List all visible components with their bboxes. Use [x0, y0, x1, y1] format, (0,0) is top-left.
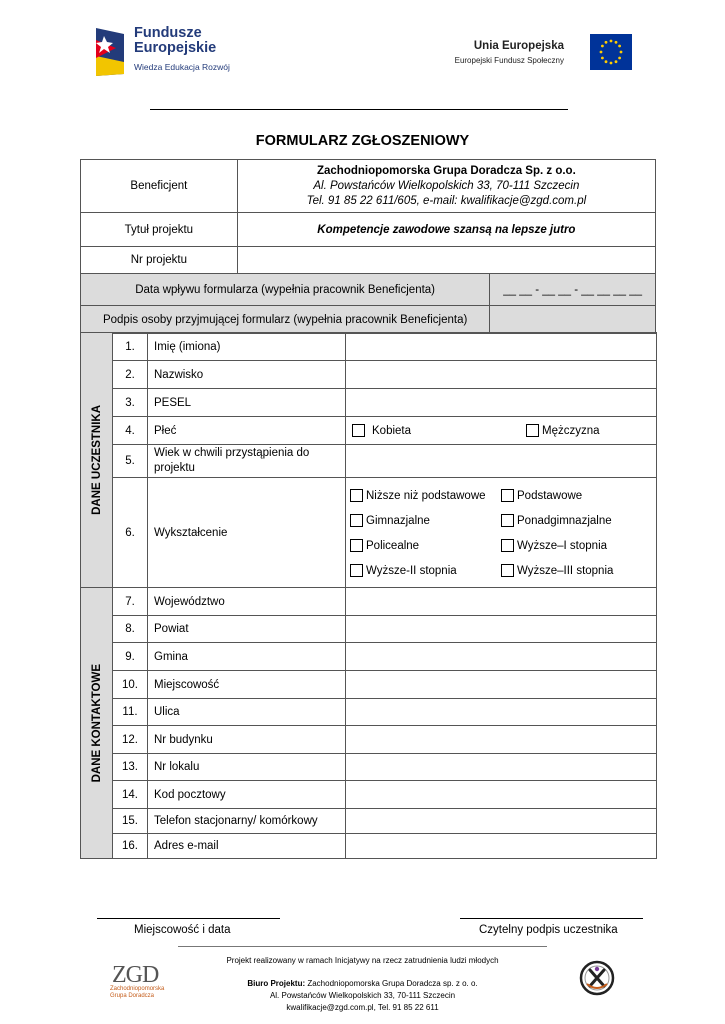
zgd-logo-letters: ZGD: [112, 962, 159, 988]
row-number: 3.: [113, 389, 148, 417]
podpis-przyjmujacej-label: Podpis osoby przyjmującej formularz (wypełnia pracownik Beneficjenta): [81, 306, 490, 334]
row-label-powiat: Powiat: [148, 616, 346, 643]
row-label-wyksztalcenie: Wykształcenie: [148, 478, 346, 588]
table-row: [81, 417, 657, 445]
row-number: 16.: [113, 834, 148, 859]
beneficjent-details: [237, 160, 655, 213]
row-label-email: Adres e-mail: [148, 834, 346, 859]
pesel-field[interactable]: [346, 389, 657, 417]
row-number: 6.: [113, 478, 148, 588]
gender-option-kobieta[interactable]: [352, 424, 526, 437]
row-label-ulica: Ulica: [148, 699, 346, 726]
fe-logo-mark-icon: [94, 26, 128, 78]
edu-option-wyzsze-i-stopnia[interactable]: [501, 539, 651, 552]
zgd-logo-line1: Zachodniopomorska: [110, 986, 165, 992]
row-number: 10.: [113, 671, 148, 699]
table-row: [81, 809, 657, 834]
checkbox-icon[interactable]: [352, 424, 365, 437]
row-number: 13.: [113, 754, 148, 781]
kod-pocztowy-field[interactable]: [346, 781, 657, 809]
edu-option-nizsze-niz-podstawowe[interactable]: [350, 489, 501, 502]
row-number: 2.: [113, 361, 148, 389]
table-row: [81, 726, 657, 754]
row-number: 1.: [113, 333, 148, 361]
zgd-logo: [110, 962, 172, 1002]
header-divider: [150, 109, 568, 110]
row-number: 4.: [113, 417, 148, 445]
table-row: [81, 478, 657, 588]
section-dane-uczestnika: [81, 333, 113, 588]
footer-contact: kwalifikacje@zgd.com.pl, Tel. 91 85 22 611: [286, 1003, 439, 1012]
wyksztalcenie-options: [346, 478, 657, 588]
edu-option-label: Niższe niż podstawowe: [366, 489, 486, 502]
edu-option-wyzsze-ii-stopnia[interactable]: [350, 564, 501, 577]
edu-option-label: Wyższe–I stopnia: [517, 539, 608, 552]
section-dane-uczestnika-label: DANE UCZESTNIKA: [90, 405, 103, 515]
footer-divider: [178, 946, 547, 947]
row-label-nr-lokalu: Nr lokalu: [148, 754, 346, 781]
row-label-wojewodztwo: Województwo: [148, 588, 346, 616]
edu-option-gimnazjalne[interactable]: [350, 514, 501, 527]
row-number: 15.: [113, 809, 148, 834]
tytul-value: Kompetencje zawodowe szansą na lepsze jutro: [237, 213, 655, 247]
table-row: [81, 333, 657, 361]
edu-option-label: Podstawowe: [517, 489, 583, 502]
place-date-label: Miejscowość i data: [134, 924, 231, 936]
imie-field[interactable]: [346, 333, 657, 361]
tytul-label: Tytuł projektu: [81, 213, 238, 247]
table-row: [81, 588, 657, 616]
checkbox-icon[interactable]: [526, 424, 539, 437]
checkbox-icon[interactable]: [501, 514, 514, 527]
gmina-field[interactable]: [346, 643, 657, 671]
checkbox-icon[interactable]: [350, 564, 363, 577]
row-number: 7.: [113, 588, 148, 616]
table-row: [81, 754, 657, 781]
beneficjent-row: [81, 160, 656, 213]
row-number: 8.: [113, 616, 148, 643]
checkbox-icon[interactable]: [350, 489, 363, 502]
row-number: 11.: [113, 699, 148, 726]
data-wplywu-row: [81, 274, 656, 306]
row-label-pesel: PESEL: [148, 389, 346, 417]
row-label-gmina: Gmina: [148, 643, 346, 671]
telefon-field[interactable]: [346, 809, 657, 834]
nr-lokalu-field[interactable]: [346, 754, 657, 781]
footer-address: Al. Powstańców Wielkopolskich 33, 70-111 Szczecin: [269, 991, 456, 1000]
beneficjent-name: Zachodniopomorska Grupa Doradcza Sp. z o.o.: [316, 164, 576, 177]
gender-option-label: Mężczyzna: [542, 424, 600, 437]
table-row: [81, 616, 657, 643]
row-label-nr-budynku: Nr budynku: [148, 726, 346, 754]
edu-option-policealne[interactable]: [350, 539, 501, 552]
form-title: FORMULARZ ZGŁOSZENIOWY: [255, 133, 470, 149]
table-row: [81, 389, 657, 417]
participant-data-table: [80, 332, 657, 859]
youth-initiative-emblem-icon: [579, 960, 615, 996]
gender-option-mezczyzna[interactable]: [526, 424, 600, 437]
fundusze-europejskie-logo: [94, 24, 254, 82]
table-row: [81, 445, 657, 478]
project-info-table: [80, 159, 656, 334]
eu-flag-icon: [590, 34, 632, 70]
fe-logo-title: Fundusze Europejskie: [134, 25, 217, 56]
beneficjent-contact: Tel. 91 85 22 611/605, e-mail: kwalifikacje@zgd.com.pl: [306, 194, 587, 207]
powiat-field[interactable]: [346, 616, 657, 643]
nazwisko-field[interactable]: [346, 361, 657, 389]
plec-options: [346, 417, 657, 445]
edu-option-label: Wyższe–III stopnia: [517, 564, 614, 577]
wojewodztwo-field[interactable]: [346, 588, 657, 616]
footer-biuro-name: Zachodniopomorska Grupa Doradcza sp. z o. o.: [305, 979, 478, 988]
wiek-field[interactable]: [346, 445, 657, 478]
beneficjent-address: Al. Powstańców Wielkopolskich 33, 70-111 Szczecin: [313, 179, 580, 192]
row-label-wiek: Wiek w chwili przystąpienia do projektu: [148, 445, 346, 478]
tytul-row: [81, 213, 656, 247]
table-row: [81, 781, 657, 809]
ulica-field[interactable]: [346, 699, 657, 726]
footer-biuro-label: Biuro Projektu:: [247, 979, 306, 988]
row-label-imie: Imię (imiona): [148, 333, 346, 361]
unia-europejska-logo: [452, 33, 634, 73]
checkbox-icon[interactable]: [350, 539, 363, 552]
footer-project-note: Projekt realizowany w ramach Inicjatywy na rzecz zatrudnienia ludzi młodych: [226, 956, 499, 965]
checkbox-icon[interactable]: [501, 489, 514, 502]
miejscowosc-field[interactable]: [346, 671, 657, 699]
footer-biuro: [0, 978, 725, 990]
edu-option-label: Ponadgimnazjalne: [517, 514, 612, 527]
table-row: [81, 361, 657, 389]
zgd-logo-line2: Grupa Doradcza: [110, 993, 155, 999]
ue-logo-title: Unia Europejska: [473, 40, 564, 52]
row-label-kod-pocztowy: Kod pocztowy: [148, 781, 346, 809]
podpis-przyjmujacej-row: [81, 306, 656, 334]
email-field[interactable]: [346, 834, 657, 859]
row-label-plec: Płeć: [148, 417, 346, 445]
nr-projektu-label: Nr projektu: [81, 247, 238, 274]
checkbox-icon[interactable]: [501, 539, 514, 552]
edu-option-label: Policealne: [366, 539, 420, 552]
edu-option-wyzsze-iii-stopnia[interactable]: [501, 564, 651, 577]
gender-option-label: Kobieta: [372, 424, 412, 437]
table-row: [81, 671, 657, 699]
edu-option-label: Gimnazjalne: [366, 514, 430, 527]
row-number: 14.: [113, 781, 148, 809]
edu-option-podstawowe[interactable]: [501, 489, 651, 502]
beneficjent-label: Beneficjent: [81, 160, 238, 213]
place-date-signature-line[interactable]: [97, 918, 280, 919]
table-row: [81, 834, 657, 859]
section-dane-kontaktowe-label: DANE KONTAKTOWE: [90, 663, 103, 783]
nr-projektu-field[interactable]: [237, 247, 655, 274]
row-number: 9.: [113, 643, 148, 671]
row-number: 12.: [113, 726, 148, 754]
participant-signature-label: Czytelny podpis uczestnika: [479, 924, 618, 936]
edu-option-ponadgimnazjalne[interactable]: [501, 514, 651, 527]
edu-option-label: Wyższe-II stopnia: [366, 564, 457, 577]
fe-logo-subtitle: Wiedza Edukacja Rozwój: [134, 62, 230, 72]
table-row: [81, 643, 657, 671]
row-label-miejscowosc: Miejscowość: [148, 671, 346, 699]
data-wplywu-field[interactable]: __ __ - __ __ - __ __ __ __: [490, 274, 656, 306]
ue-logo-subtitle: Europejski Fundusz Społeczny: [454, 56, 564, 65]
data-wplywu-label: Data wpływu formularza (wypełnia pracownik Beneficjenta): [81, 274, 490, 306]
nr-projektu-row: [81, 247, 656, 274]
checkbox-icon[interactable]: [501, 564, 514, 577]
row-label-nazwisko: Nazwisko: [148, 361, 346, 389]
participant-signature-line[interactable]: [460, 918, 643, 919]
podpis-przyjmujacej-field[interactable]: [490, 306, 656, 334]
checkbox-icon[interactable]: [350, 514, 363, 527]
table-row: [81, 699, 657, 726]
row-number: 5.: [113, 445, 148, 478]
row-label-telefon: Telefon stacjonarny/ komórkowy: [148, 809, 346, 834]
nr-budynku-field[interactable]: [346, 726, 657, 754]
section-dane-kontaktowe: [81, 588, 113, 859]
